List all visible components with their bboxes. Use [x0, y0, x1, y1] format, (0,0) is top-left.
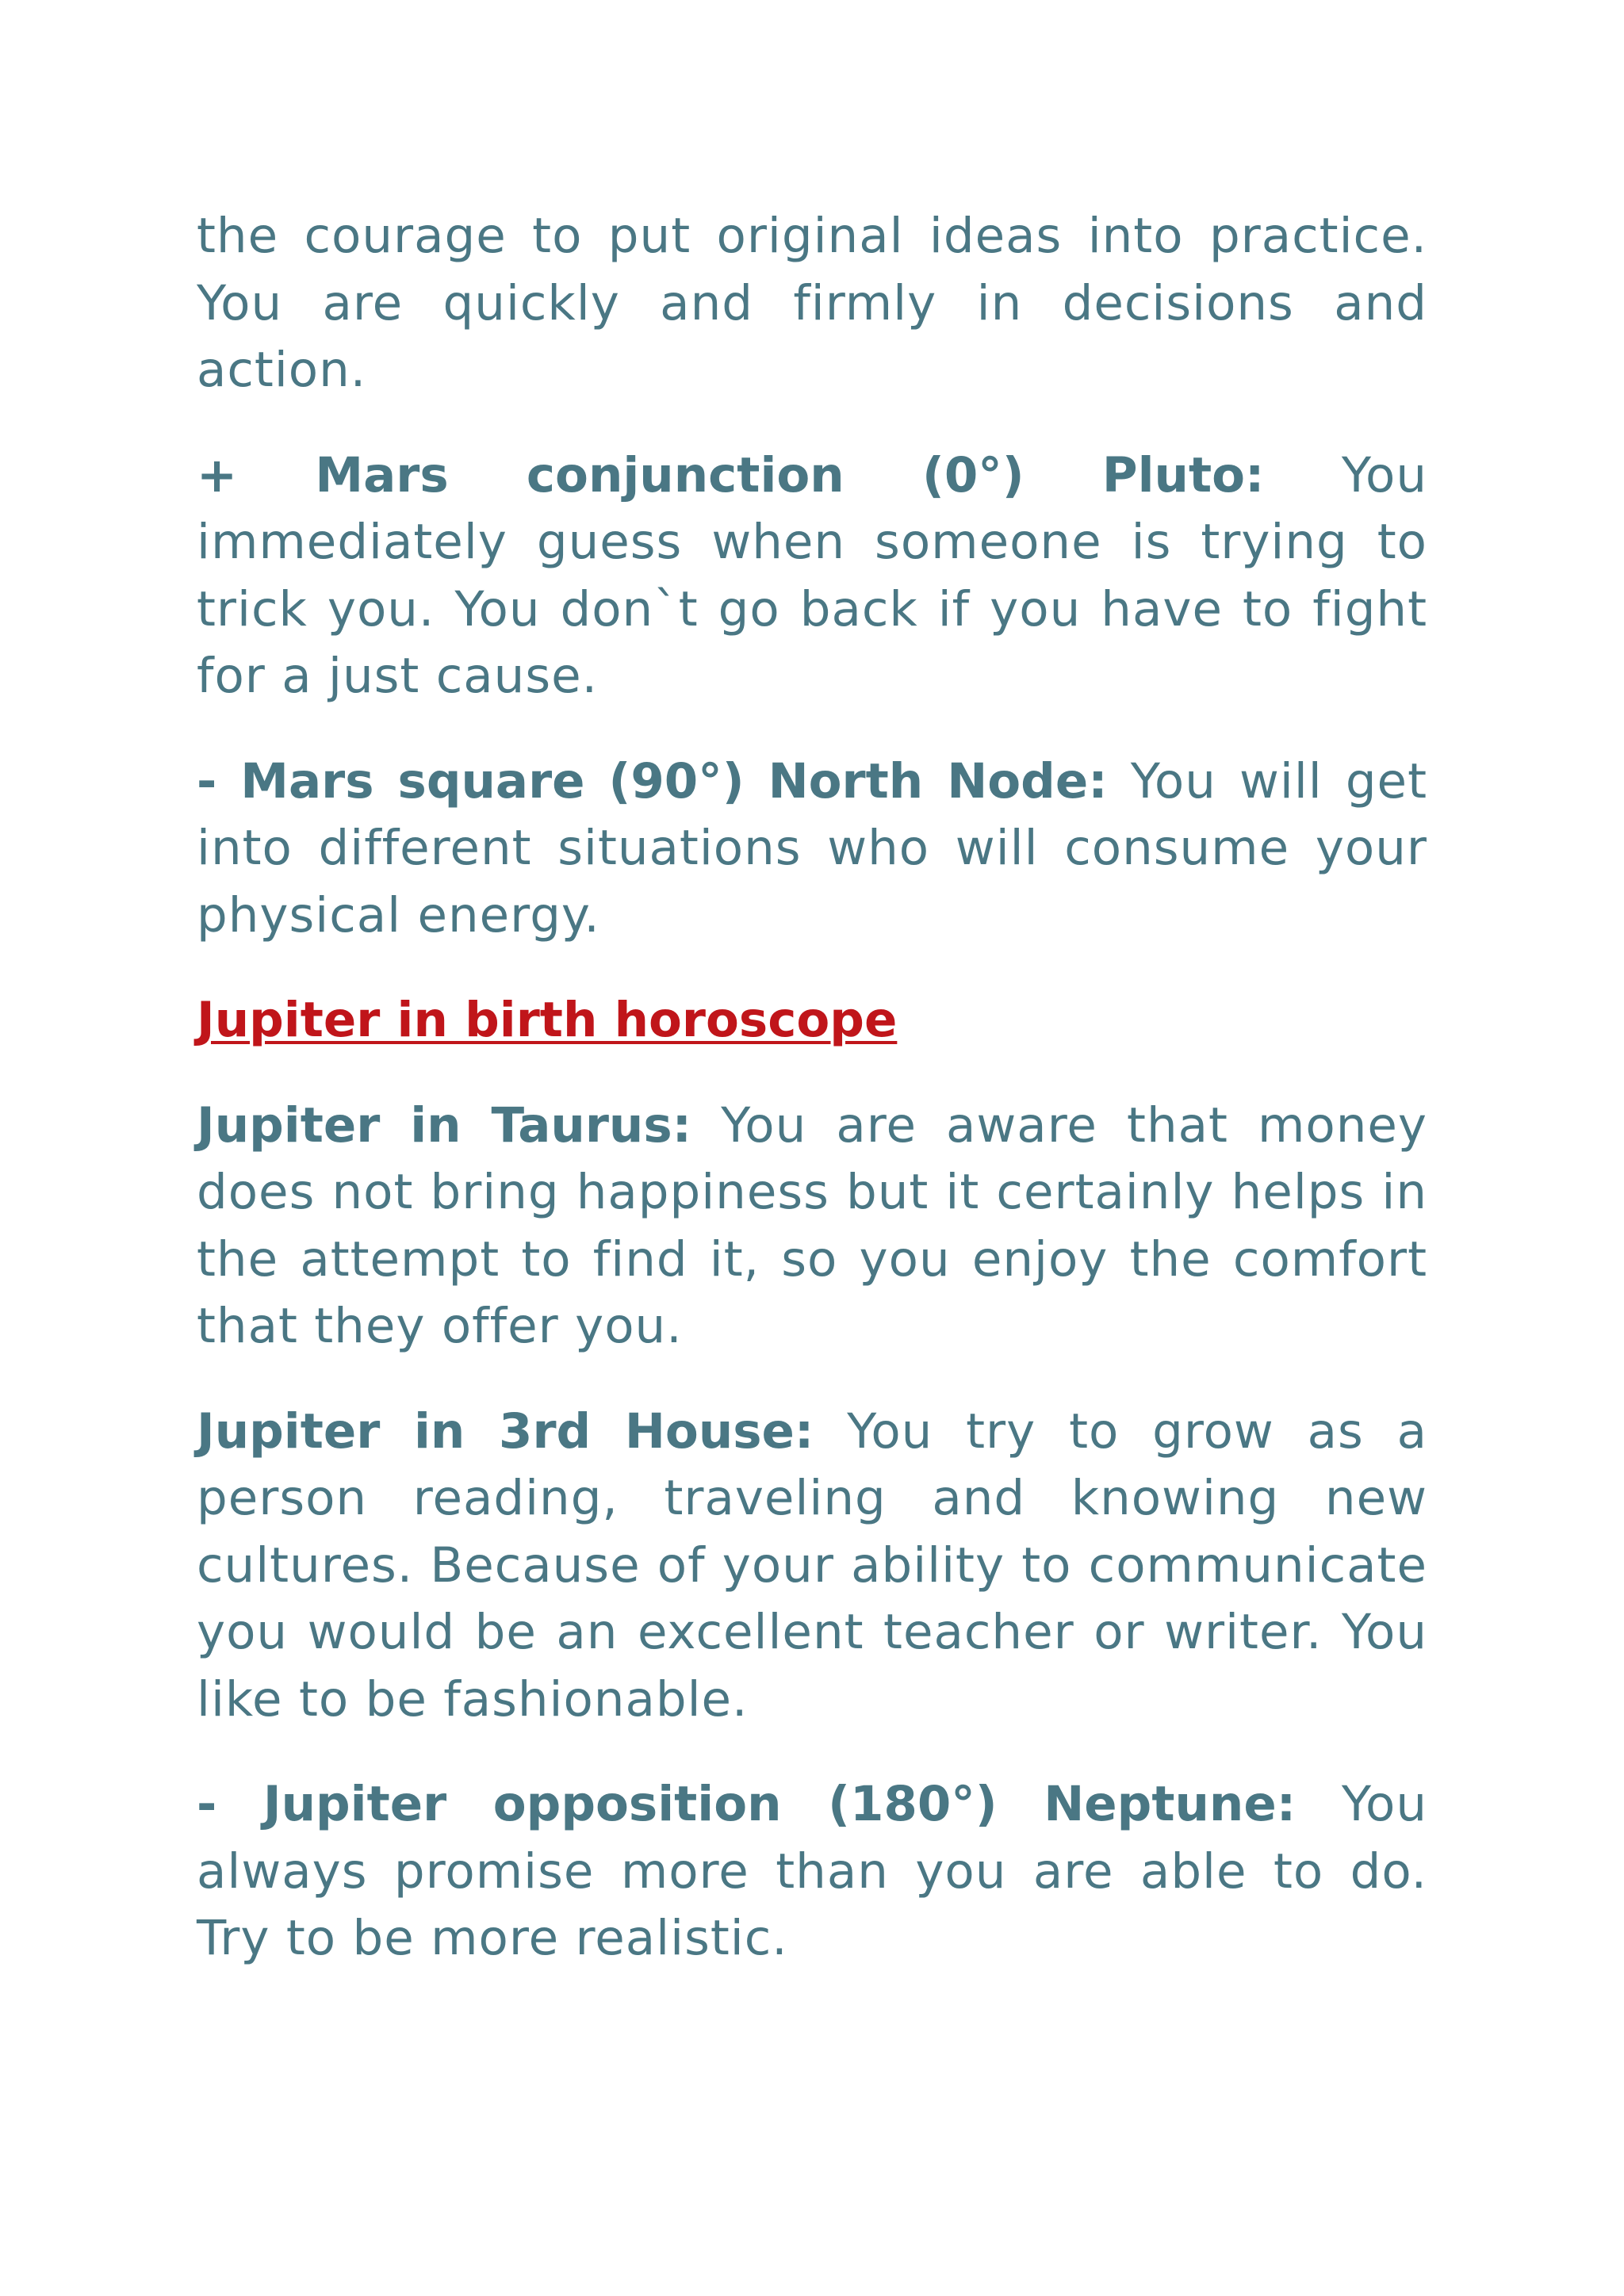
paragraph-text: You always promise more than you are able to do. Try to be more realistic.	[197, 1776, 1427, 1966]
paragraph-mars-square-north-node	[197, 748, 1427, 950]
paragraph-text: You immediately guess when someone is trying to trick you. You don`t go back if you have to fight for a just cause.	[197, 446, 1428, 704]
paragraph-mars-conjunction-pluto	[197, 442, 1427, 710]
aspect-label: + Mars conjunction (0°) Pluto:	[197, 446, 1265, 503]
aspect-label: - Mars square (90°) North Node:	[197, 752, 1108, 809]
paragraph-jupiter-in-taurus	[197, 1093, 1427, 1360]
aspect-label: Jupiter in Taurus:	[197, 1096, 692, 1154]
paragraph-jupiter-in-3rd-house	[197, 1399, 1427, 1734]
aspect-label: Jupiter in 3rd House:	[197, 1402, 814, 1460]
paragraph-text: the courage to put original ideas into practice. You are quickly and firmly in decisions and action.	[197, 208, 1427, 398]
paragraph-text: You are aware that money does not bring happiness but it certainly helps in the attempt to find it, so you enjoy the comfort that they offer you.	[197, 1096, 1428, 1354]
paragraph-text: You will get into different situations who will consume your physical energy.	[197, 752, 1427, 943]
section-heading-jupiter[interactable]: Jupiter in birth horoscope	[197, 992, 898, 1048]
paragraph-jupiter-opposition-neptune	[197, 1771, 1427, 1973]
paragraph-mars-intro	[197, 203, 1427, 404]
paragraph-text: You try to grow as a person reading, traveling and knowing new cultures. Because of your ability to communicate you would be an excellent teacher or writer. You like to be fashionable.	[197, 1402, 1428, 1728]
aspect-label: - Jupiter opposition (180°) Neptune:	[197, 1776, 1297, 1832]
document-page	[197, 203, 1427, 2011]
